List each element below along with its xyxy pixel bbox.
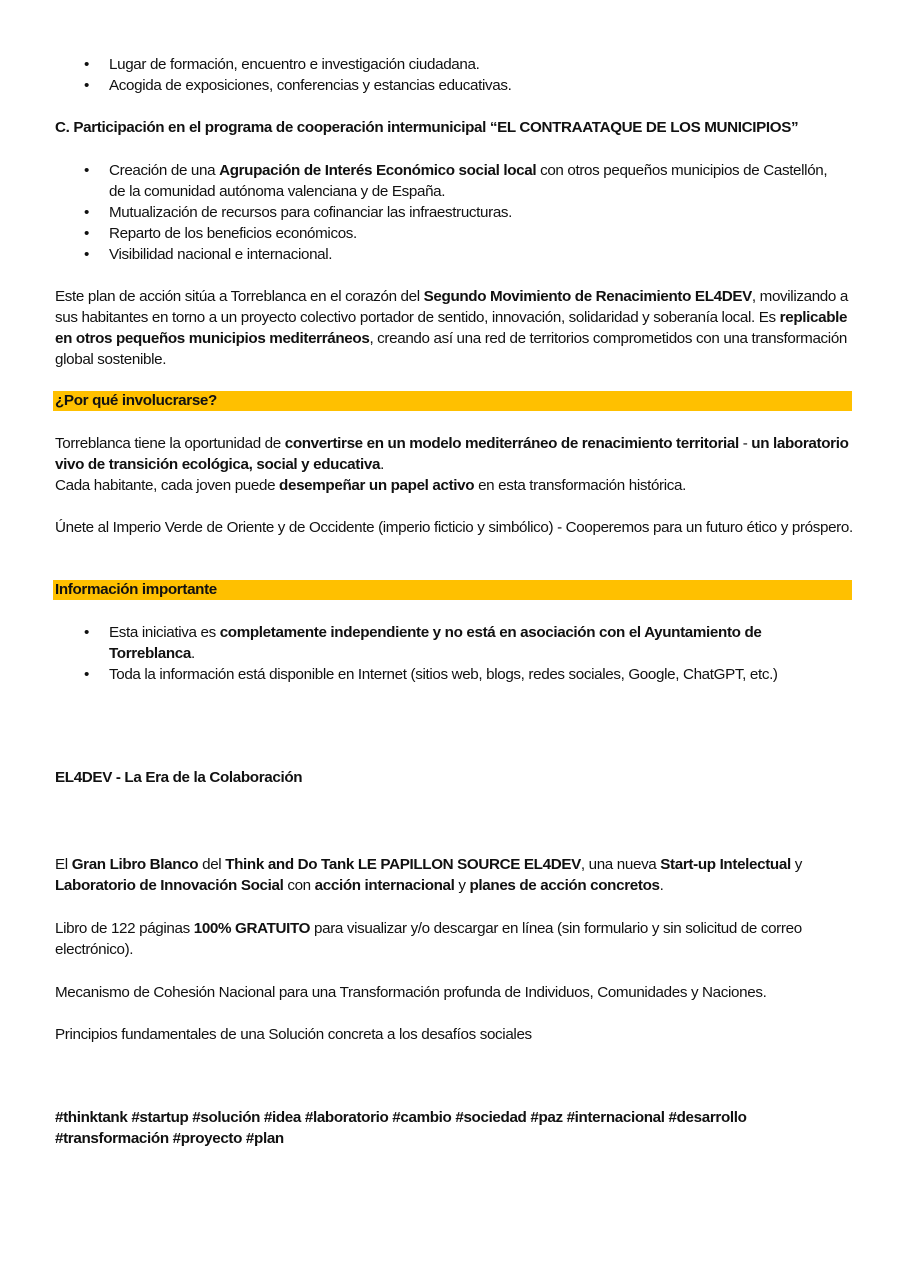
- list-item: • Visibilidad nacional e internacional.: [84, 246, 333, 263]
- el4dev-title: EL4DEV - La Era de la Colaboración: [55, 769, 303, 786]
- list-item: • Creación de una Agrupación de Interés Económico social local con otros pequeños municipios de Castellón, de la comunidad autónoma valenciana y de España.: [84, 162, 828, 200]
- list-item: • Toda la información está disponible en Internet (sitios web, blogs, redes sociales, Google, ChatGPT, etc.): [84, 666, 778, 683]
- why-paragraph: Torreblanca tiene la oportunidad de convertirse en un modelo mediterráneo de renacimiento territorial - un laboratorio vivo de transición ecológica, social y educativa. Cada habitante, cada joven puede desempeñar un papel activo en esta transformación histórica.: [55, 435, 849, 494]
- join-paragraph: Únete al Imperio Verde de Oriente y de Occidente (imperio ficticio y simbólico) - Cooperemos para un futuro ético y próspero.: [55, 519, 853, 536]
- list-item: • Mutualización de recursos para cofinanciar las infraestructuras.: [84, 204, 513, 221]
- list-item: • Reparto de los beneficios económicos.: [84, 225, 357, 242]
- list-item: • Esta iniciativa es completamente independiente y no está en asociación con el Ayuntamiento de Torreblanca.: [84, 624, 762, 662]
- bullet-icon: •: [84, 246, 89, 263]
- bullet-icon: •: [84, 624, 89, 641]
- bullet-icon: •: [84, 162, 89, 179]
- why-heading: ¿Por qué involucrarse?: [53, 391, 852, 411]
- info-heading: Información importante: [53, 580, 852, 600]
- bullet-icon: •: [84, 666, 89, 683]
- list-item: • Acogida de exposiciones, conferencias y estancias educativas.: [84, 77, 512, 94]
- plan-paragraph: Este plan de acción sitúa a Torreblanca en el corazón del Segundo Movimiento de Renacimiento EL4DEV, movilizando a sus habitantes en torno a un proyecto colectivo portador de sentido, innovación, solidaridad y soberanía local. Es replicable en otros pequeños municipios mediterráneos, creando así una red de territorios comprometidos con una transformación global sostenible.: [55, 288, 848, 368]
- bullet-icon: •: [84, 77, 89, 94]
- hashtags: #thinktank #startup #solución #idea #laboratorio #cambio #sociedad #paz #internacional #desarrollo #transformación #proyecto #plan: [55, 1109, 747, 1147]
- section-c-heading: C. Participación en el programa de cooperación intermunicipal “EL CONTRAATAQUE DE LOS MUNICIPIOS”: [55, 119, 799, 136]
- principios-paragraph: Principios fundamentales de una Solución concreta a los desafíos sociales: [55, 1026, 532, 1043]
- list-item: • Lugar de formación, encuentro e investigación ciudadana.: [84, 56, 480, 73]
- libro-blanco-paragraph: El Gran Libro Blanco del Think and Do Tank LE PAPILLON SOURCE EL4DEV, una nueva Start-up Intelectual y Laboratorio de Innovación Social con acción internacional y planes de acción concretos.: [55, 856, 802, 894]
- mecanismo-paragraph: Mecanismo de Cohesión Nacional para una Transformación profunda de Individuos, Comunidades y Naciones.: [55, 984, 767, 1001]
- libro-gratuito-paragraph: Libro de 122 páginas 100% GRATUITO para visualizar y/o descargar en línea (sin formulario y sin solicitud de correo electrónico).: [55, 920, 802, 958]
- bullet-icon: •: [84, 204, 89, 221]
- bullet-icon: •: [84, 225, 89, 242]
- bullet-icon: •: [84, 56, 89, 73]
